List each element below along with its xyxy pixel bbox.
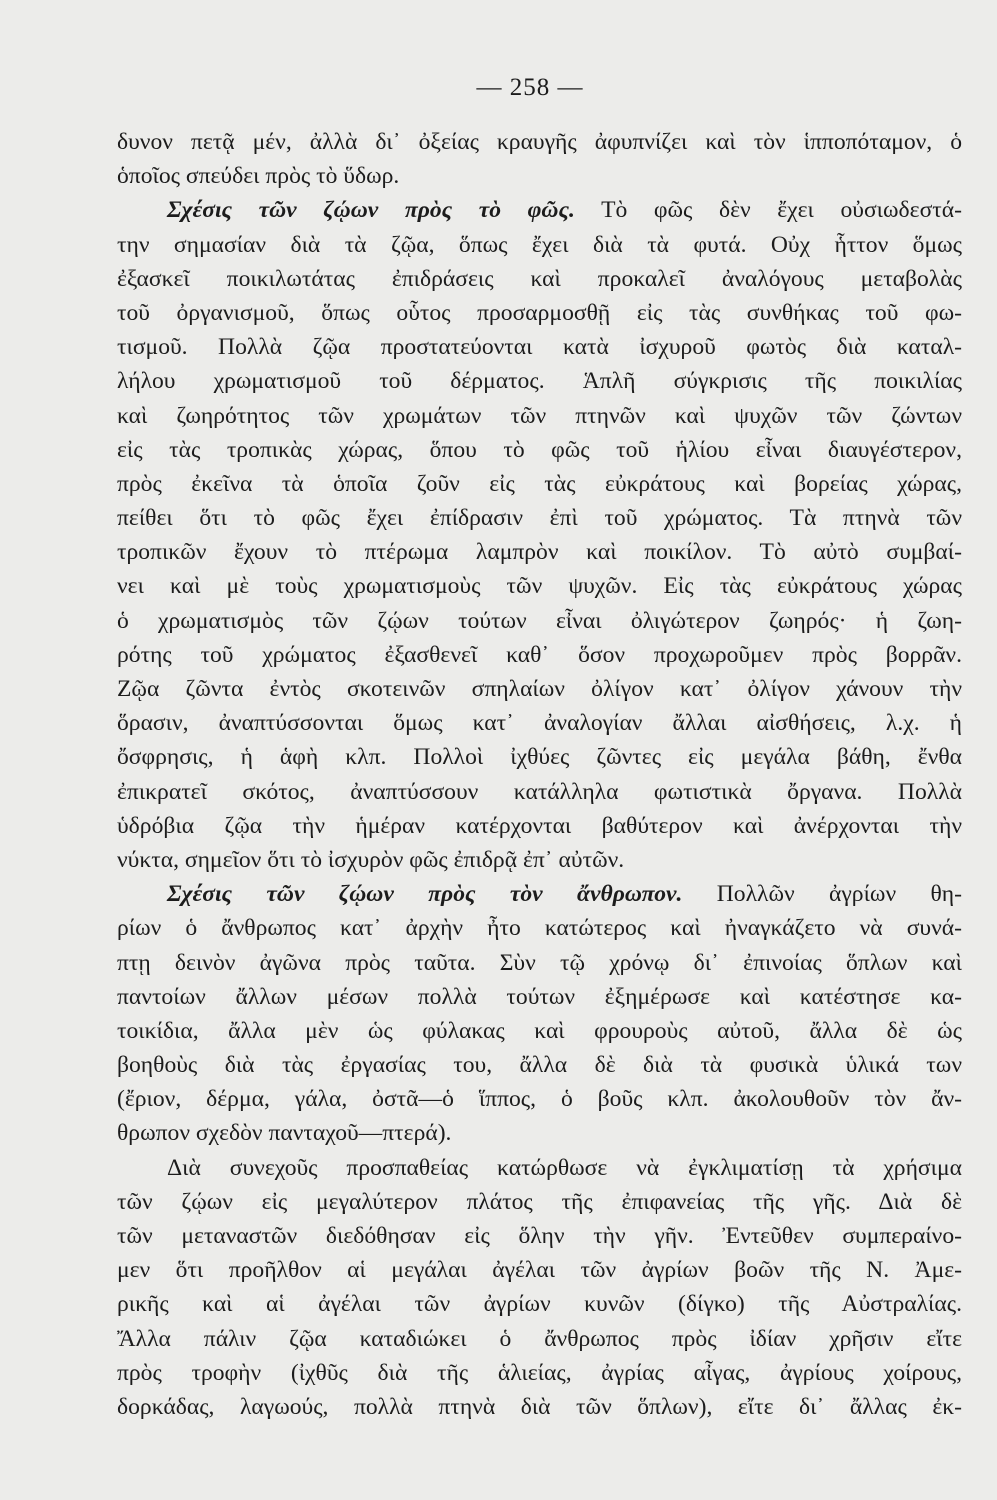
line-text: (ἔριον, δέρμα, γάλα, ὀστᾶ—ὁ ἵππος, ὁ βοῦς κλπ. ἀκολουθοῦν τὸν ἄν-: [117, 1086, 962, 1113]
text-line: [117, 193, 962, 227]
text-line: [117, 125, 962, 159]
text-line: [117, 740, 962, 774]
text-line: [117, 843, 962, 877]
section-heading: Σχέσις τῶν ζῴων πρὸς τὸ φῶς.: [167, 197, 575, 224]
text-line: [117, 1219, 962, 1253]
section-heading: Σχέσις τῶν ζῴων πρὸς τὸν ἄνθρωπον.: [167, 881, 683, 908]
text-line: [117, 706, 962, 740]
text-line: [117, 399, 962, 433]
line-text: τοικίδια, ἄλλα μὲν ὡς φύλακας καὶ φρουροὺς αὐτοῦ, ἄλλα δὲ ὡς: [117, 1017, 962, 1044]
line-text: δορκάδας, λαγωούς, πολλὰ πτηνὰ διὰ τῶν ὅπλων), εἴτε δι᾽ ἄλλας ἐκ-: [117, 1393, 962, 1420]
text-line: [117, 775, 962, 809]
line-text: ρότης τοῦ χρώματος ἐξασθενεῖ καθ᾽ ὅσον προχωροῦμεν πρὸς βορρᾶν.: [117, 641, 962, 668]
line-text: θρωπον σχεδὸν πανταχοῦ—πτερά).: [117, 1120, 452, 1147]
line-text: ὅρασιν, ἀναπτύσσονται ὅμως κατ᾽ ἀναλογίαν ἄλλαι αἰσθήσεις, λ.χ. ἡ: [117, 710, 962, 737]
text-line: [117, 946, 962, 980]
text-line: [117, 296, 962, 330]
text-line: [117, 1014, 962, 1048]
line-text: τροπικῶν ἔχουν τὸ πτέρωμα λαμπρὸν καὶ ποικίλον. Τὸ αὐτὸ συμβαί-: [117, 539, 962, 566]
text-line: [117, 809, 962, 843]
line-text: ρίων ὁ ἄνθρωπος κατ᾽ ἀρχὴν ἦτο κατώτερος καὶ ἠναγκάζετο νὰ συνά-: [117, 915, 962, 942]
line-text: ὄσφρησις, ἡ ἁφὴ κλπ. Πολλοὶ ἰχθύες ζῶντες εἰς μεγάλα βάθη, ἔνθα: [117, 744, 962, 771]
text-line: [117, 159, 962, 193]
line-text: παντοίων ἄλλων μέσων πολλὰ τούτων ἐξημέρωσε καὶ κατέστησε κα-: [117, 983, 962, 1010]
text-line: [117, 911, 962, 945]
page-number: — 258 —: [476, 74, 584, 101]
line-text: καὶ ζωηρότητος τῶν χρωμάτων τῶν πτηνῶν καὶ ψυχῶν τῶν ζώντων: [117, 402, 962, 429]
text-line: [117, 1151, 962, 1185]
line-text: Τὸ φῶς δὲν ἔχει οὐσιωδεστά-: [574, 197, 962, 224]
line-text: ὁποῖος σπεύδει πρὸς τὸ ὕδωρ.: [117, 163, 400, 190]
text-line: [117, 467, 962, 501]
text-line: [117, 604, 962, 638]
line-text: τῶν μεταναστῶν διεδόθησαν εἰς ὅλην τὴν γῆν. Ἐντεῦθεν συμπεραίνο-: [117, 1223, 962, 1249]
text-line: [117, 1048, 962, 1082]
text-line: [117, 1390, 962, 1424]
text-line: [117, 569, 962, 603]
line-text: πρὸς τροφὴν (ἰχθῦς διὰ τῆς ἁλιείας, ἀγρίας αἶγας, ἀγρίους χοίρους,: [117, 1359, 962, 1386]
line-text: ἐξασκεῖ ποικιλωτάτας ἐπιδράσεις καὶ προκαλεῖ ἀναλόγους μεταβολὰς: [117, 265, 962, 292]
text-line: [117, 1116, 962, 1150]
text-line: [117, 638, 962, 672]
text-line: [117, 330, 962, 364]
text-line: [117, 877, 962, 911]
line-text: δυνον πετᾷ μέν, ἀλλὰ δι᾽ ὀξείας κραυγῆς ἀφυπνίζει καὶ τὸν ἱπποπόταμον, ὁ: [117, 129, 962, 155]
line-text: πτῃ δεινὸν ἀγῶνα πρὸς ταῦτα. Σὺν τῷ χρόνῳ δι᾽ ἐπινοίας ὅπλων καὶ: [117, 949, 962, 976]
line-text: ἐπικρατεῖ σκότος, ἀναπτύσσουν κατάλληλα φωτιστικὰ ὄργανα. Πολλὰ: [117, 778, 962, 805]
text-line: [117, 1253, 962, 1287]
line-text: Πολλῶν ἀγρίων θη-: [682, 881, 962, 908]
body-text: [117, 125, 962, 1424]
line-text: εἰς τὰς τροπικὰς χώρας, ὅπου τὸ φῶς τοῦ ἡλίου εἶναι διαυγέστερον,: [117, 436, 962, 463]
line-text: ὁ χρωματισμὸς τῶν ζῴων τούτων εἶναι ὀλιγώτερον ζωηρός· ἡ ζωη-: [117, 607, 962, 634]
text-line: [117, 1322, 962, 1356]
line-text: ὑδρόβια ζῷα τὴν ἡμέραν κατέρχονται βαθύτερον καὶ ἀνέρχονται τὴν: [117, 812, 962, 839]
line-text: μεν ὅτι προῆλθον αἱ μεγάλαι ἀγέλαι τῶν ἀγρίων βοῶν τῆς Ν. Ἀμε-: [117, 1257, 962, 1284]
line-text: ρικῆς καὶ αἱ ἀγέλαι τῶν ἀγρίων κυνῶν (δίγκο) τῆς Αὐστραλίας.: [117, 1291, 962, 1318]
line-text: Ἄλλα πάλιν ζῷα καταδιώκει ὁ ἄνθρωπος πρὸς ἰδίαν χρῆσιν εἴτε: [117, 1325, 962, 1352]
text-line: [117, 433, 962, 467]
line-text: τῶν ζῴων εἰς μεγαλύτερον πλάτος τῆς ἐπιφανείας τῆς γῆς. Διὰ δὲ: [117, 1188, 962, 1215]
text-line: [117, 672, 962, 706]
text-line: [117, 535, 962, 569]
text-line: [117, 364, 962, 398]
line-text: πρὸς ἐκεῖνα τὰ ὁποῖα ζοῦν εἰς τὰς εὐκράτους καὶ βορείας χώρας,: [117, 470, 962, 497]
line-text: πείθει ὅτι τὸ φῶς ἔχει ἐπίδρασιν ἐπὶ τοῦ χρώματος. Τὰ πτηνὰ τῶν: [117, 505, 962, 532]
line-text: λήλου χρωματισμοῦ τοῦ δέρματος. Ἁπλῆ σύγκρισις τῆς ποικιλίας: [117, 368, 962, 395]
text-line: [117, 1287, 962, 1321]
text-line: [117, 1082, 962, 1116]
text-line: [117, 1185, 962, 1219]
text-line: [117, 262, 962, 296]
line-text: Ζῷα ζῶντα ἐντὸς σκοτεινῶν σπηλαίων ὀλίγον κατ᾽ ὀλίγον χάνουν τὴν: [117, 676, 962, 702]
line-text: νύκτα, σημεῖον ὅτι τὸ ἰσχυρὸν φῶς ἐπιδρᾷ ἐπ᾽ αὐτῶν.: [117, 846, 625, 873]
line-text: νει καὶ μὲ τοὺς χρωματισμοὺς τῶν ψυχῶν. Εἰς τὰς εὐκράτους χώρας: [117, 573, 962, 600]
line-text: τοῦ ὀργανισμοῦ, ὅπως οὗτος προσαρμοσθῇ εἰς τὰς συνθήκας τοῦ φω-: [117, 299, 962, 326]
text-line: [117, 980, 962, 1014]
line-text: την σημασίαν διὰ τὰ ζῷα, ὅπως ἔχει διὰ τὰ φυτά. Οὐχ ἧττον ὅμως: [117, 231, 962, 258]
line-text: βοηθοὺς διὰ τὰς ἐργασίας του, ἄλλα δὲ διὰ τὰ φυσικὰ ὑλικά των: [117, 1052, 962, 1079]
text-line: [117, 1356, 962, 1390]
line-text: Διὰ συνεχοῦς προσπαθείας κατώρθωσε νὰ ἐγκλιματίσῃ τὰ χρήσιμα: [167, 1154, 962, 1181]
text-line: [117, 501, 962, 535]
line-text: τισμοῦ. Πολλὰ ζῷα προστατεύονται κατὰ ἰσχυροῦ φωτὸς διὰ καταλ-: [117, 334, 962, 361]
text-line: [117, 228, 962, 262]
